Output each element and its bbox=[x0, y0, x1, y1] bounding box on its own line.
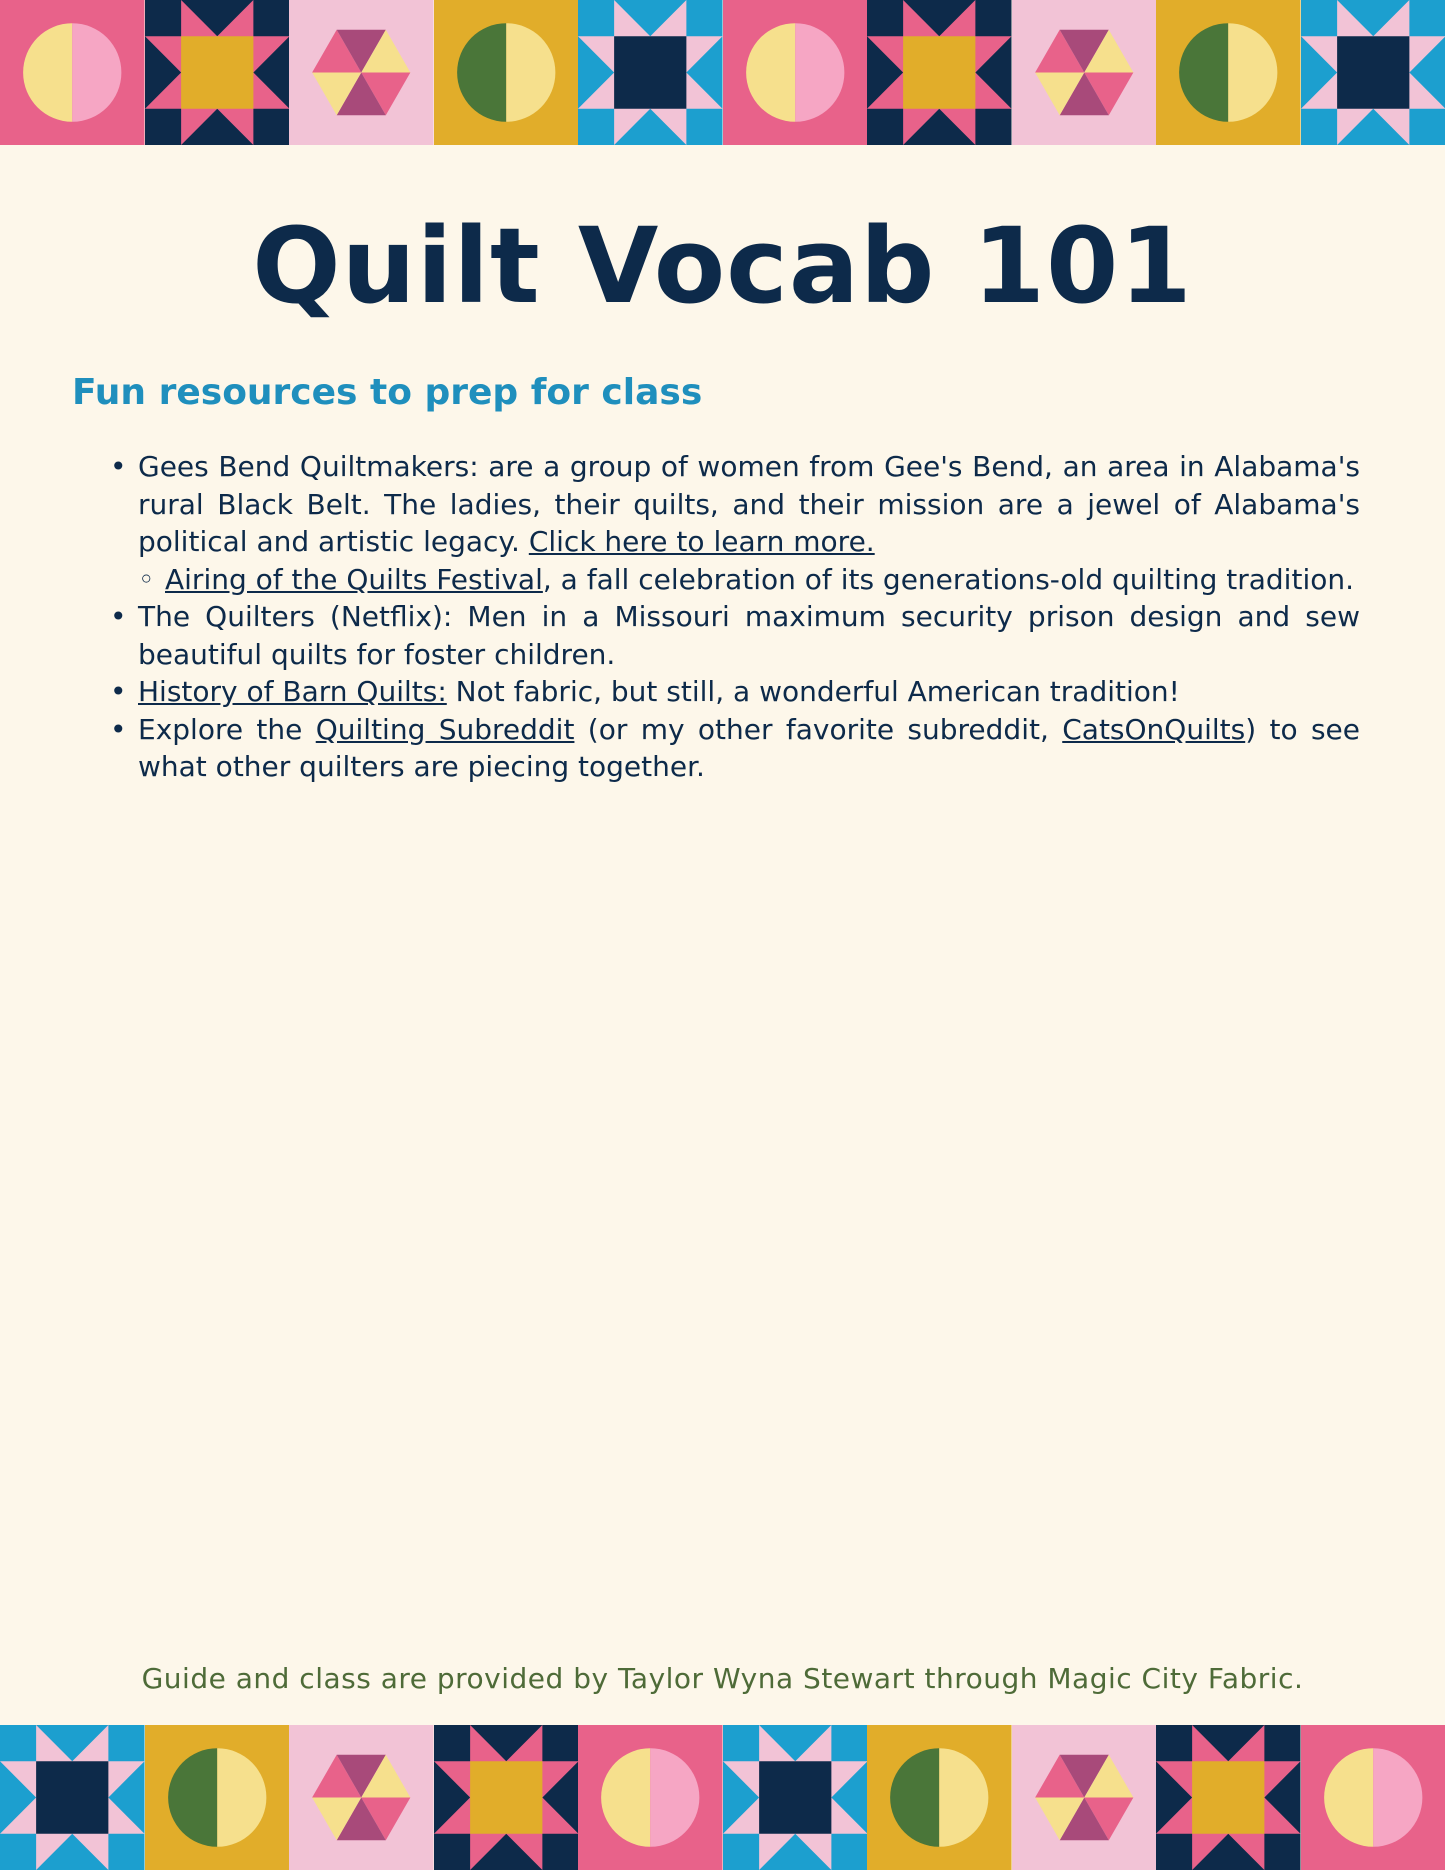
bottom-quilt-block-hexagon-pink bbox=[1012, 1725, 1157, 1870]
gees-bend-learn-more-link[interactable]: Click here to learn more. bbox=[528, 525, 875, 558]
top-quilt-block-star-cyan bbox=[578, 0, 723, 145]
bottom-quilt-block-star-navy bbox=[1156, 1725, 1301, 1870]
page-title: Quilt Vocab 101 bbox=[252, 205, 1193, 327]
bottom-quilt-block-circle-mustard bbox=[867, 1725, 1012, 1870]
resource-list bbox=[108, 448, 1360, 786]
list-item-barn-quilts bbox=[108, 673, 1360, 711]
top-quilt-block-hexagon-pink bbox=[1012, 0, 1157, 145]
list-item-airing-festival bbox=[138, 561, 1360, 599]
footer-credit: Guide and class are provided by Taylor Wyna Stewart through Magic City Fabric. bbox=[141, 1662, 1304, 1695]
top-quilt-border bbox=[0, 0, 1445, 145]
bottom-quilt-block-star-cyan bbox=[723, 1725, 868, 1870]
the-quilters-text: The Quilters (Netflix): Men in a Missouri maximum security prison design and sew beautiful quilts for foster children. bbox=[138, 600, 1360, 671]
barn-quilts-text: Not fabric, but still, a wonderful American tradition! bbox=[446, 675, 1180, 708]
airing-festival-link[interactable]: Airing of the Quilts Festival bbox=[165, 562, 543, 596]
subreddit-text-middle: (or my other favorite subreddit, bbox=[574, 712, 1063, 746]
bottom-quilt-block-circle-pink bbox=[578, 1725, 723, 1870]
bottom-quilt-block-hexagon-pink bbox=[289, 1725, 434, 1870]
bottom-quilt-block-circle-mustard bbox=[145, 1725, 290, 1870]
resource-list-container bbox=[108, 448, 1360, 786]
top-quilt-block-star-navy bbox=[145, 0, 290, 145]
barn-quilts-link[interactable]: History of Barn Quilts: bbox=[138, 675, 447, 708]
subreddit-text-after: ) to see what other quilters are piecing together. bbox=[138, 712, 1361, 783]
bottom-quilt-border bbox=[0, 1725, 1445, 1870]
gees-bend-text: Gees Bend Quiltmakers: are a group of women from Gee's Bend, an area in Alabama's rural Black Belt. The ladies, their quilts, and their mission are a jewel of Alabama's political and artistic legacy. bbox=[138, 450, 1360, 558]
gees-bend-sub-list bbox=[138, 561, 1360, 599]
airing-festival-text: , a fall celebration of its generations-old quilting tradition. bbox=[542, 562, 1354, 596]
subreddit-text-before: Explore the bbox=[138, 712, 316, 746]
list-item-gees-bend bbox=[108, 448, 1360, 598]
bottom-quilt-block-star-navy bbox=[434, 1725, 579, 1870]
bottom-quilt-block-circle-pink bbox=[1301, 1725, 1445, 1870]
top-quilt-block-star-cyan bbox=[1301, 0, 1445, 145]
cats-on-quilts-link[interactable]: CatsOnQuilts bbox=[1062, 712, 1246, 746]
quilting-subreddit-link[interactable]: Quilting Subreddit bbox=[315, 712, 575, 746]
section-subtitle: Fun resources to prep for class bbox=[72, 372, 703, 413]
bottom-quilt-block-star-cyan bbox=[0, 1725, 145, 1870]
list-item-the-quilters bbox=[108, 598, 1360, 673]
top-quilt-block-circle-mustard bbox=[434, 0, 579, 145]
top-quilt-block-hexagon-pink bbox=[289, 0, 434, 145]
top-quilt-block-circle-pink bbox=[0, 0, 145, 145]
top-quilt-block-circle-pink bbox=[723, 0, 868, 145]
list-item-subreddits bbox=[108, 711, 1360, 786]
top-quilt-block-circle-mustard bbox=[1156, 0, 1301, 145]
top-quilt-block-star-navy bbox=[867, 0, 1012, 145]
